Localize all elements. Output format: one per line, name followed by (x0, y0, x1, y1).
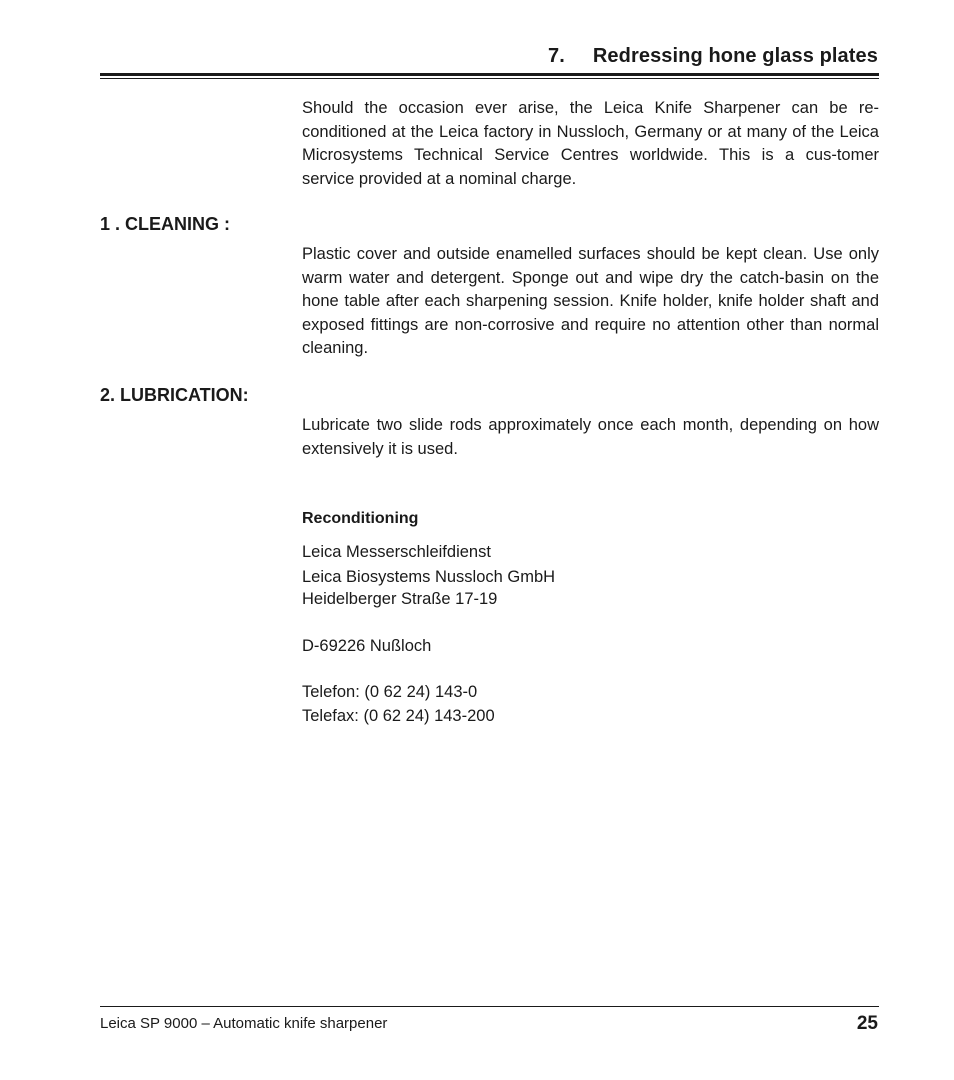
address-city: D-69226 Nußloch (302, 637, 432, 655)
lubrication-paragraph: Lubricate two slide rods approximately once each month, depending on how extensively it is used. (302, 416, 879, 458)
cleaning-heading: 1 . CLEANING : (100, 214, 231, 234)
cleaning-paragraph: Plastic cover and outside enamelled surfaces should be kept clean. Use only warm water and detergent. Sponge out and wipe dry the catch-basin on the hone table after each sharpening session. Knife holder, knife holder shaft and exposed fittings are non-corrosive and require no attention other than normal cleaning. (302, 245, 879, 357)
footer-rule (100, 1006, 879, 1007)
header-rule-thick (100, 73, 879, 76)
section-title-text: Redressing hone glass plates (592, 45, 878, 67)
header-rule-thin (100, 78, 879, 79)
address-organisation: Leica Biosystems Nussloch GmbH (302, 568, 556, 586)
address-phone: Telefon: (0 62 24) 143-0 (302, 683, 478, 701)
lubrication-heading: 2. LUBRICATION: (100, 385, 249, 405)
intro-paragraph: Should the occasion ever arise, the Leica Knife Sharpener can be re-conditioned at the Leica factory in Nussloch, Germany or at many of the Leica Microsystems Technical Service Centres worldwide. This is a cus-tomer service provided at a nominal charge. (302, 99, 879, 188)
address-company: Leica Messerschleifdienst (302, 543, 491, 561)
address-street: Heidelberger Straße 17-19 (302, 590, 498, 608)
section-number: 7. (547, 45, 565, 67)
page-number: 25 (856, 1013, 878, 1034)
reconditioning-heading: Reconditioning (302, 510, 419, 527)
footer-text: Leica SP 9000 – Automatic knife sharpener (100, 1015, 388, 1032)
address-fax: Telefax: (0 62 24) 143-200 (302, 707, 495, 725)
section-title (548, 45, 878, 68)
